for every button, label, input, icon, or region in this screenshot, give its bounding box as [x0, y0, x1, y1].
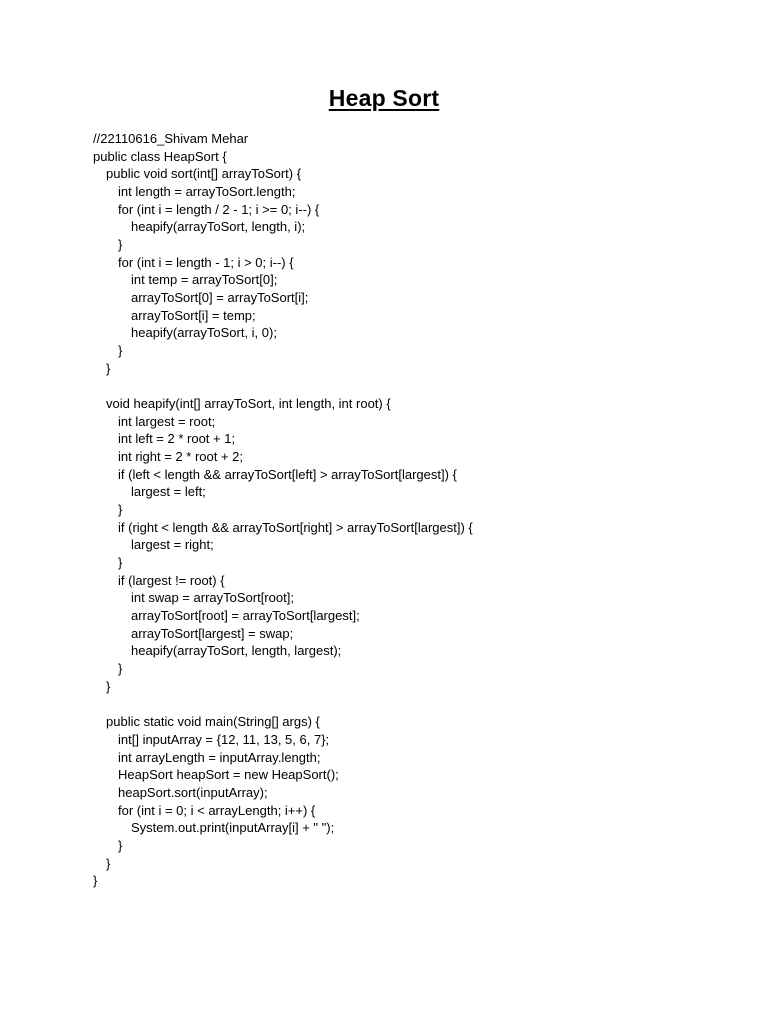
- code-line: if (right < length && arrayToSort[right] > arrayToSort[largest]) {: [118, 519, 473, 535]
- code-line: for (int i = length / 2 - 1; i >= 0; i--) {: [118, 201, 320, 217]
- code-line: heapify(arrayToSort, length, i);: [131, 219, 306, 235]
- code-line: for (int i = length - 1; i > 0; i--) {: [118, 254, 294, 270]
- code-line: }: [93, 873, 98, 889]
- code-line: }: [118, 837, 123, 853]
- code-line: arrayToSort[largest] = swap;: [131, 625, 294, 641]
- code-line: [93, 377, 728, 395]
- code-line: public static void main(String[] args) {: [106, 714, 320, 730]
- code-line: }: [106, 678, 111, 694]
- code-line: if (left < length && arrayToSort[left] > arrayToSort[largest]) {: [118, 466, 457, 482]
- code-line: }: [118, 502, 123, 518]
- code-line: }: [118, 661, 123, 677]
- code-line: int swap = arrayToSort[root];: [131, 590, 294, 606]
- code-line: heapify(arrayToSort, i, 0);: [131, 325, 277, 341]
- code-line: [93, 696, 728, 714]
- code-line: public void sort(int[] arrayToSort) {: [106, 166, 302, 182]
- code-line: arrayToSort[root] = arrayToSort[largest];: [131, 608, 360, 624]
- code-line: }: [118, 555, 123, 571]
- code-line: int arrayLength = inputArray.length;: [118, 749, 321, 765]
- code-line: int length = arrayToSort.length;: [118, 184, 296, 200]
- code-line: if (largest != root) {: [118, 572, 225, 588]
- code-line: heapify(arrayToSort, length, largest);: [131, 643, 342, 659]
- code-line: arrayToSort[0] = arrayToSort[i];: [131, 290, 309, 306]
- code-line: int left = 2 * root + 1;: [118, 431, 236, 447]
- code-line: largest = left;: [131, 484, 206, 500]
- code-line: //22110616_Shivam Mehar: [93, 131, 249, 146]
- code-line: }: [106, 855, 111, 871]
- code-line: arrayToSort[i] = temp;: [131, 307, 256, 323]
- page-title: Heap Sort: [328, 85, 440, 111]
- code-line: largest = right;: [131, 537, 214, 553]
- code-line: }: [118, 343, 123, 359]
- code-line: for (int i = 0; i < arrayLength; i++) {: [118, 802, 316, 818]
- code-line: }: [106, 360, 111, 376]
- code-line: HeapSort heapSort = new HeapSort();: [118, 767, 339, 783]
- code-line: int[] inputArray = {12, 11, 13, 5, 6, 7};: [118, 731, 330, 747]
- code-block: [93, 130, 728, 890]
- code-line: System.out.print(inputArray[i] + " ");: [131, 820, 335, 836]
- code-line: int right = 2 * root + 2;: [118, 449, 244, 465]
- code-line: int largest = root;: [118, 413, 216, 429]
- code-line: int temp = arrayToSort[0];: [131, 272, 278, 288]
- code-line: heapSort.sort(inputArray);: [118, 784, 268, 800]
- code-line: void heapify(int[] arrayToSort, int length, int root) {: [106, 396, 391, 412]
- code-line: public class HeapSort {: [93, 148, 227, 164]
- code-line: }: [118, 237, 123, 253]
